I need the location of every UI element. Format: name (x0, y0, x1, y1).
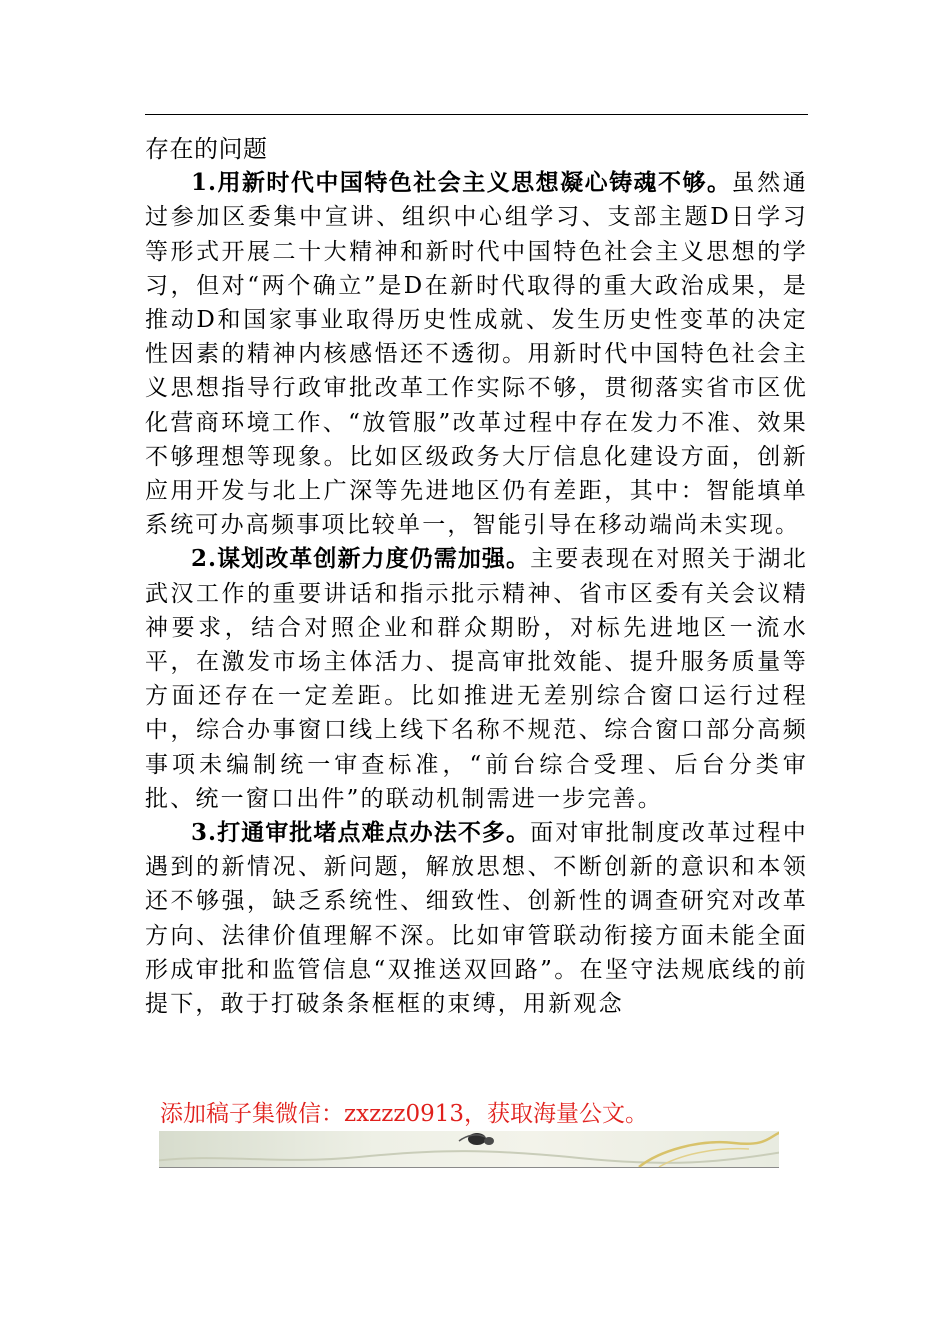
paragraph-2 (145, 542, 808, 816)
banner-artwork (159, 1131, 779, 1167)
paragraph-3 (145, 816, 808, 1021)
paragraph-2-lead: 2.谋划改革创新力度仍需加强。 (191, 545, 531, 573)
paragraph-3-lead: 3.打通审批堵点难点办法不多。 (191, 819, 531, 847)
paragraph-2-body: 主要表现在对照关于湖北武汉工作的重要讲话和指示批示精神、省市区委有关会议精神要求，结合对照企业和群众期盼，对标先进地区一流水平，在激发市场主体活力、提高审批效能、提升服务质量等方面还存在一定差距。比如推进无差别综合窗口运行过程中，综合办事窗口线上线下名称不规范、综合窗口部分高频事项未编制统一审查标准，“前台综合受理、后台分类审批、统一窗口出件”的联动机制需进一步完善。 (145, 546, 809, 812)
paragraph-1-lead: 1.用新时代中国特色社会主义思想凝心铸魂不够。 (191, 169, 732, 197)
section-title: 存在的问题 (145, 135, 268, 163)
paragraph-1-body: 虽然通过参加区委集中宣讲、组织中心组学习、支部主题D日学习等形式开展二十大精神和新时代中国特色社会主义思想的学习，但对“两个确立”是D在新时代取得的重大政治成果，是推动D和国家事业取得历史性成就、发生历史性变革的决定性因素的精神内核感悟还不透彻。用新时代中国特色社会主义思想指导行政审批改革工作实际不够，贯彻落实省市区优化营商环境工作、“放管服”改革过程中存在发力不准、效果不够理想等现象。比如区级政务大厅信息化建设方面，创新应用开发与北上广深等先进地区仍有差距，其中：智能填单系统可办高频事项比较单一，智能引导在移动端尚未实现。 (145, 170, 809, 539)
document-body (145, 132, 808, 1021)
paragraph-3-body: 面对审批制度改革过程中遇到的新情况、新问题，解放思想、不断创新的意识和本领还不够强，缺乏系统性、细致性、创新性的调查研究对改革方向、法律价值理解不深。比如审管联动衔接方面未能全面形成审批和监管信息“双推送双回路”。在坚守法规底线的前提下，敢于打破条条框框的束缚，用新观念 (145, 820, 809, 1018)
banner-image (159, 1131, 779, 1168)
paragraph-1 (145, 166, 808, 542)
promo-text: 添加稿子集微信：zxzzz0913，获取海量公文。 (160, 1101, 648, 1127)
header-rule (145, 114, 808, 115)
